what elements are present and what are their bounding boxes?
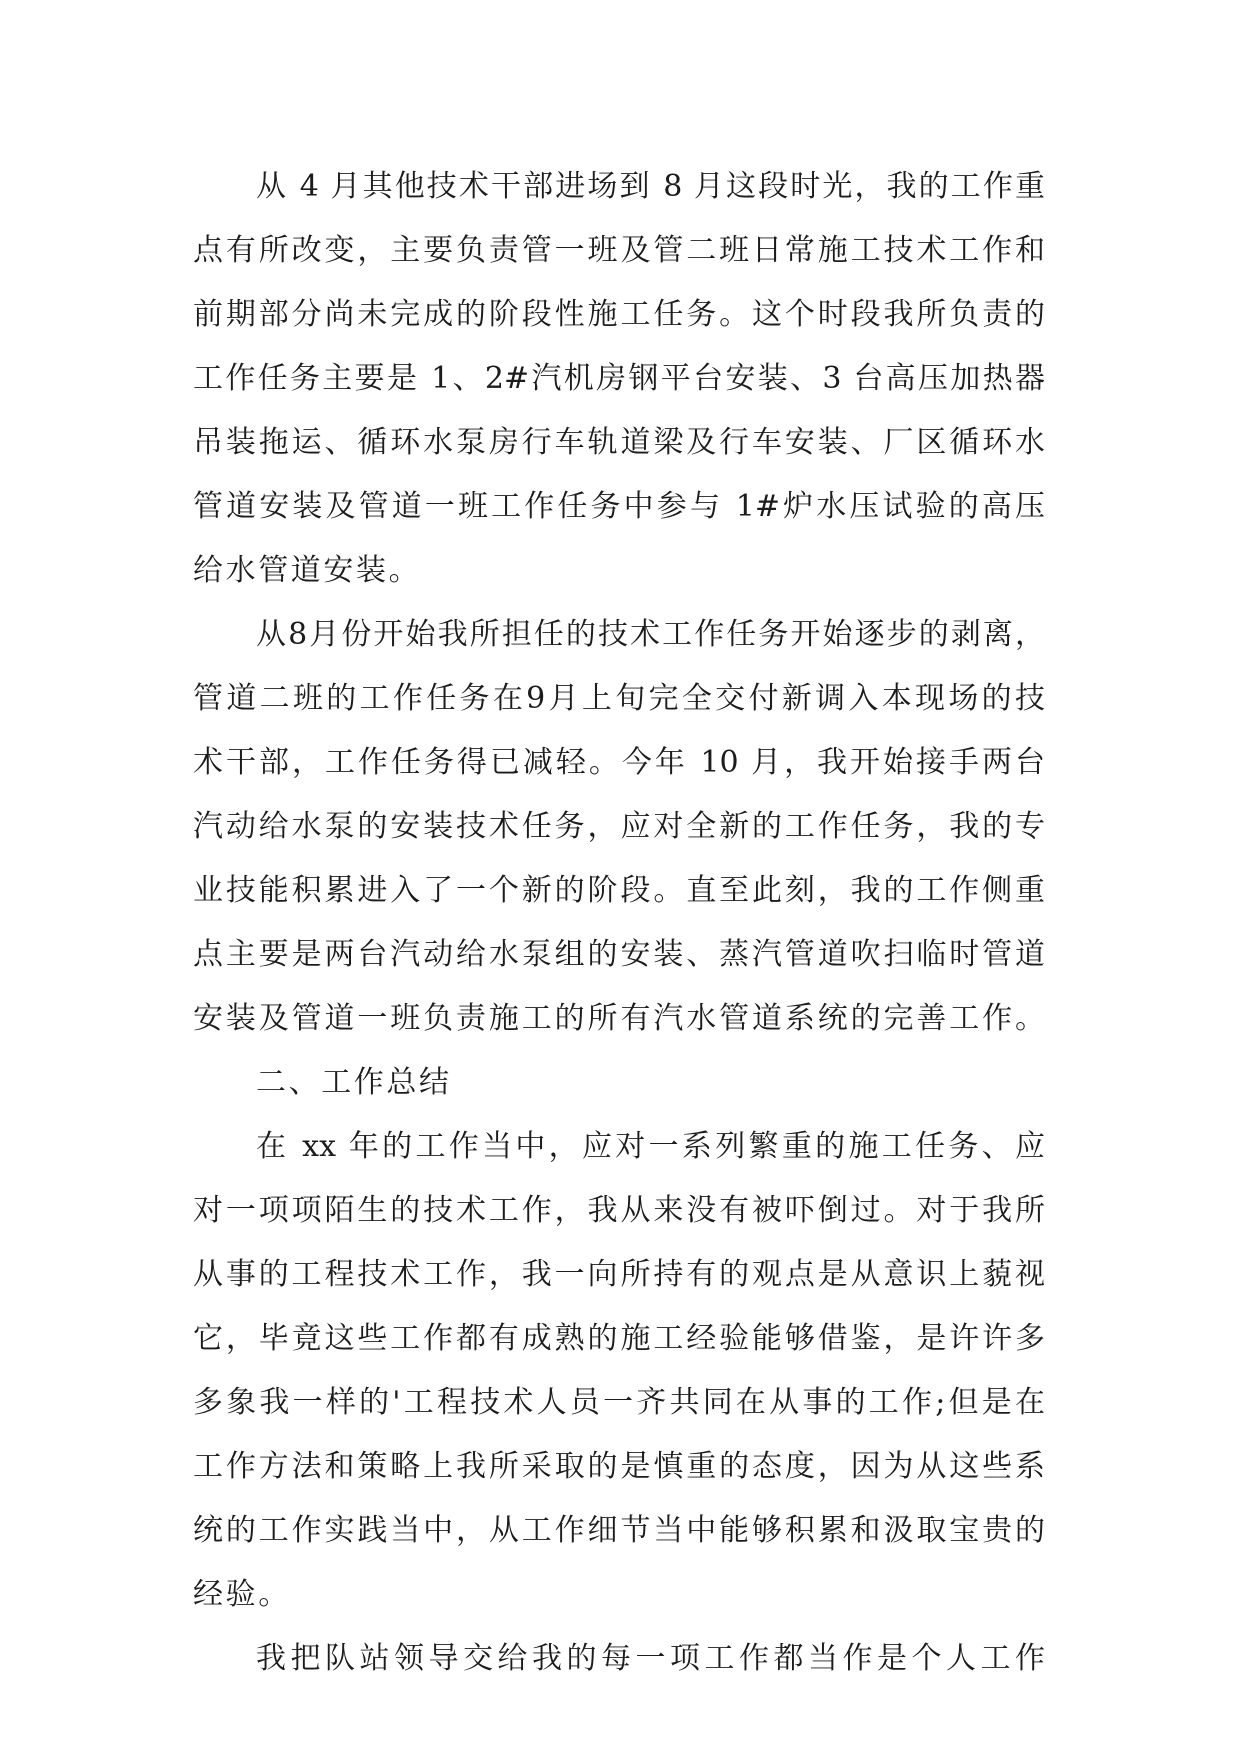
paragraph-2-line-6: 点主要是两台汽动给水泵组的安装、蒸汽管道吹扫临时管道: [193, 937, 1045, 972]
paragraph-1-line-6: 管道安装及管道一班工作任务中参与 1#炉水压试验的高压: [193, 489, 1045, 524]
paragraph-2-line-2: 管道二班的工作任务在9月上旬完全交付新调入本现场的技: [193, 681, 1045, 716]
paragraph-3-line-6: 工作方法和策略上我所采取的是慎重的态度，因为从这些系: [193, 1449, 1045, 1484]
paragraph-1-line-1: 从 4 月其他技术干部进场到 8 月这段时光，我的工作重: [256, 169, 1045, 204]
paragraph-3-line-4: 它，毕竟这些工作都有成熟的施工经验能够借鉴，是许许多: [193, 1321, 1045, 1356]
paragraph-1-line-5: 吊装拖运、循环水泵房行车轨道梁及行车安装、厂区循环水: [193, 425, 1045, 460]
section-heading: 二、工作总结: [256, 1065, 452, 1100]
paragraph-1-line-7: 给水管道安装。: [193, 553, 422, 588]
paragraph-2-line-7: 安装及管道一班负责施工的所有汽水管道系统的完善工作。: [193, 1001, 1045, 1036]
paragraph-3-line-1: 在 xx 年的工作当中，应对一系列繁重的施工任务、应: [256, 1129, 1045, 1164]
paragraph-3-line-5: 多象我一样的'工程技术人员一齐共同在从事的工作;但是在: [193, 1385, 1045, 1420]
paragraph-3-line-3: 从事的工程技术工作，我一向所持有的观点是从意识上藐视: [193, 1257, 1045, 1292]
paragraph-2-line-5: 业技能积累进入了一个新的阶段。直至此刻，我的工作侧重: [193, 873, 1045, 908]
paragraph-1-line-2: 点有所改变，主要负责管一班及管二班日常施工技术工作和: [193, 233, 1045, 268]
paragraph-3-line-2: 对一项项陌生的技术工作，我从来没有被吓倒过。对于我所: [193, 1193, 1045, 1228]
paragraph-2-line-4: 汽动给水泵的安装技术任务，应对全新的工作任务，我的专: [193, 809, 1045, 844]
paragraph-1-line-3: 前期部分尚未完成的阶段性施工任务。这个时段我所负责的: [193, 297, 1045, 332]
paragraph-2-line-1: 从8月份开始我所担任的技术工作任务开始逐步的剥离，: [256, 617, 1045, 652]
paragraph-4-line-1: 我把队站领导交给我的每一项工作都当作是个人工作: [256, 1641, 1045, 1676]
paragraph-3-line-7: 统的工作实践当中，从工作细节当中能够积累和汲取宝贵的: [193, 1513, 1045, 1548]
paragraph-3-line-8: 经验。: [193, 1577, 291, 1612]
paragraph-1-line-4: 工作任务主要是 1、2#汽机房钢平台安装、3 台高压加热器: [193, 361, 1045, 396]
document-body: [193, 155, 1045, 1691]
paragraph-2-line-3: 术干部，工作任务得已减轻。今年 10 月，我开始接手两台: [193, 745, 1045, 780]
